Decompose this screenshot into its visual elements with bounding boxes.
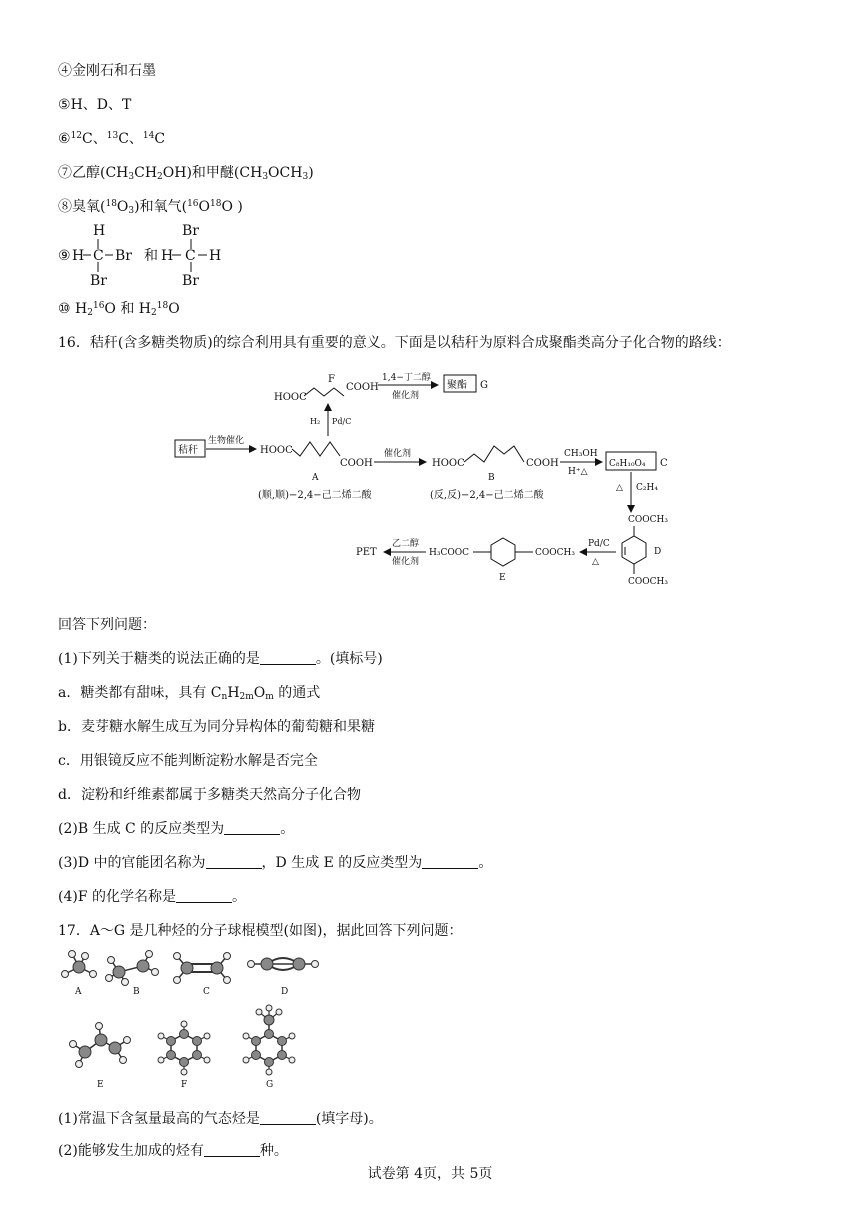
reagent-label: H⁺△	[568, 467, 588, 477]
item-text: CH	[134, 165, 158, 181]
item-number: ⑧	[58, 199, 72, 215]
question-text: (3)D 中的官能团名称为	[58, 855, 206, 871]
option-b: b．麦芽糖水解生成互为同分异构体的葡萄糖和果糖	[58, 719, 375, 735]
reagent-label: Pd/C	[332, 417, 352, 426]
mass-number: 16	[187, 199, 199, 209]
mass-number: 14	[142, 131, 155, 141]
item-text: C	[154, 131, 166, 147]
item-text: OH)和甲醚(CH	[162, 165, 263, 181]
model-d	[248, 958, 319, 997]
atom-label: C	[185, 248, 196, 264]
group-label: HOOC	[260, 445, 293, 456]
question-text: (1)常温下含氢量最高的气态烃是	[58, 1111, 260, 1127]
q17-part-2	[58, 1140, 288, 1160]
reagent-label: 乙二醇	[392, 539, 420, 549]
subscript: 2m	[239, 692, 254, 702]
model-label: D	[281, 987, 289, 997]
subscript: 3	[302, 172, 309, 182]
subscript: 2	[151, 308, 157, 318]
question-text: 。(填标号)	[315, 651, 383, 667]
item-text: OCH	[268, 165, 303, 181]
synthesis-route-diagram	[170, 366, 690, 598]
diene-chain-a	[292, 442, 340, 456]
compound-c-formula: C₈H₁₀O₄	[609, 459, 646, 469]
question-text: (2)B 生成 C 的反应类型为	[58, 821, 225, 837]
reagent-label: 1,4−丁二醇	[382, 373, 431, 383]
reagent-label: CH₃OH	[564, 449, 598, 459]
question-text: (2)能够发生加成的烃有	[58, 1143, 204, 1159]
answer-prompt: 回答下列问题：	[58, 617, 156, 633]
atom-label: Br	[90, 273, 107, 289]
item-text: 金刚石和石墨	[72, 63, 156, 79]
answer-blank[interactable]	[260, 650, 316, 665]
q16-part-3	[58, 852, 492, 872]
mass-number: 18	[156, 301, 169, 311]
item-text: )和氧气(	[134, 199, 188, 215]
item-text: O	[116, 199, 129, 215]
benzene-ring	[491, 538, 515, 566]
compound-label-g: G	[480, 380, 488, 391]
compound-label-e: E	[499, 573, 506, 583]
answer-blank[interactable]	[260, 1110, 316, 1125]
subscript: 2	[157, 172, 163, 182]
reagent-label: C₂H₄	[636, 483, 658, 493]
item-text: O 和 H	[104, 301, 152, 317]
compound-name-b: (反,反)−2,4−己二烯二酸	[430, 490, 544, 501]
group-label: H₃COOC	[429, 548, 469, 558]
conjunction-text: 和	[144, 248, 158, 264]
mass-number: 18	[210, 199, 222, 209]
model-label: G	[266, 1080, 274, 1090]
q16-part-2	[58, 818, 294, 838]
item-text: 臭氧(	[72, 199, 106, 215]
subscript: 2	[87, 308, 93, 318]
question-text: 。	[232, 889, 246, 905]
atom-label: Br	[115, 248, 132, 264]
item-text: O	[168, 301, 180, 317]
subscript: n	[221, 692, 228, 702]
item-number: ⑦	[58, 165, 72, 181]
item-number: ⑤	[58, 97, 71, 113]
group-label: COOH	[340, 458, 373, 469]
answer-blank[interactable]	[176, 888, 232, 903]
item-text: H、D、T	[70, 97, 132, 113]
option-text: a．糖类都有甜味，具有 C	[58, 685, 222, 701]
option-text: O	[253, 685, 266, 701]
group-label: COOCH₃	[535, 548, 575, 558]
atom-label: H	[72, 248, 85, 264]
model-label: F	[181, 1080, 188, 1090]
question-text: (4)F 的化学名称是	[58, 889, 176, 905]
mass-number: 12	[70, 131, 83, 141]
item-number: ⑩	[58, 301, 71, 317]
item-8	[58, 196, 243, 216]
model-f	[158, 1021, 210, 1090]
item-5	[58, 94, 131, 114]
mass-number: 18	[105, 199, 117, 209]
group-label: HOOC	[274, 392, 307, 403]
model-e	[70, 1023, 131, 1091]
question-16-stem: 16．秸秆(含多糖类物质)的综合利用具有重要的意义。下面是以秸秆为原料合成聚酯类高分子化合物的路线：	[58, 335, 731, 351]
answer-blank[interactable]	[422, 854, 478, 869]
answer-blank[interactable]	[224, 820, 280, 835]
product-label: PET	[356, 547, 377, 558]
model-label: C	[203, 987, 210, 997]
option-d: d．淀粉和纤维素都属于多糖类天然高分子化合物	[58, 787, 361, 803]
compound-label-b: B	[488, 473, 495, 483]
subscript: 3	[128, 206, 135, 216]
reagent-label: 催化剂	[384, 449, 412, 459]
answer-blank[interactable]	[206, 854, 262, 869]
question-text: ，D 生成 E 的反应类型为	[261, 855, 423, 871]
option-c: c．用银镜反应不能判断淀粉水解是否完全	[58, 753, 318, 769]
q16-part-4	[58, 886, 246, 906]
group-label: COOH	[346, 382, 379, 393]
item-number: ⑨	[58, 248, 71, 264]
q16-part-1	[58, 648, 383, 668]
model-label: B	[133, 987, 140, 997]
group-label: COOCH₃	[628, 577, 668, 587]
item-10	[58, 298, 180, 318]
option-text: H	[227, 685, 240, 701]
reagent-label: H₂	[310, 417, 321, 426]
item-text: C、	[118, 131, 143, 147]
item-6	[58, 128, 165, 148]
ball-stick-models	[55, 944, 345, 1094]
reagent-label: △	[592, 557, 599, 567]
atom-label: Br	[182, 273, 199, 289]
subscript: 3	[128, 172, 135, 182]
item-4	[58, 60, 156, 80]
compound-label-f: F	[328, 374, 335, 385]
option-a	[58, 682, 320, 702]
question-text: (填字母)。	[315, 1111, 383, 1127]
cyclohexadiene-ring	[622, 536, 646, 564]
question-text: 。	[280, 821, 295, 837]
atom-label: C	[93, 248, 104, 264]
reagent-label: 生物催化	[208, 436, 245, 446]
item-7	[58, 162, 314, 182]
atom-label: Br	[182, 223, 199, 239]
question-text: 。	[478, 855, 493, 871]
q17-part-1	[58, 1108, 383, 1128]
reagent-label: 催化剂	[392, 391, 420, 401]
question-text: (1)下列关于糖类的说法正确的是	[58, 651, 260, 667]
reagent-label: △	[616, 483, 623, 493]
group-label: COOH	[526, 458, 559, 469]
model-b	[106, 951, 159, 998]
item-9-structures	[50, 218, 250, 290]
diene-chain-b	[464, 446, 524, 462]
model-label: E	[97, 1080, 104, 1090]
group-label: COOCH₃	[628, 515, 668, 525]
model-g	[243, 1005, 295, 1090]
mass-number: 13	[106, 131, 119, 141]
question-17-stem: 17．A～G 是几种烃的分子球棍模型(如图)，据此回答下列问题：	[58, 923, 463, 939]
carbon-chain	[304, 388, 344, 396]
compound-label-c: C	[660, 458, 668, 469]
subscript: m	[265, 692, 274, 702]
option-text: 的通式	[273, 685, 321, 701]
compound-name-a: (顺,顺)−2,4−己二烯二酸	[258, 490, 372, 501]
item-number: ⑥	[58, 131, 71, 147]
item-text: )	[308, 165, 314, 181]
item-text: O	[198, 199, 211, 215]
atom-label: H	[161, 248, 174, 264]
compound-label-a: A	[312, 473, 319, 483]
compound-label-d: D	[654, 547, 662, 557]
model-c	[174, 953, 231, 998]
item-text: H	[70, 301, 88, 317]
page-footer: 试卷第 4页，共 5页	[367, 1166, 493, 1182]
model-a	[62, 951, 97, 998]
reagent-label: 催化剂	[392, 557, 420, 567]
item-text: 乙醇(CH	[72, 165, 129, 181]
atom-label: H	[209, 248, 222, 264]
mass-number: 16	[92, 301, 105, 311]
atom-label: H	[93, 223, 106, 239]
reagent-label: Pd/C	[588, 539, 610, 549]
item-number: ④	[58, 63, 72, 79]
product-label: 聚酯	[447, 380, 467, 391]
item-text: C、	[82, 131, 107, 147]
group-label: HOOC	[432, 458, 465, 469]
subscript: 3	[262, 172, 269, 182]
item-text: O )	[221, 199, 243, 215]
starting-material-label: 秸秆	[178, 445, 198, 456]
model-label: A	[75, 987, 82, 997]
answer-blank[interactable]	[204, 1142, 260, 1157]
question-text: 种。	[259, 1143, 288, 1159]
